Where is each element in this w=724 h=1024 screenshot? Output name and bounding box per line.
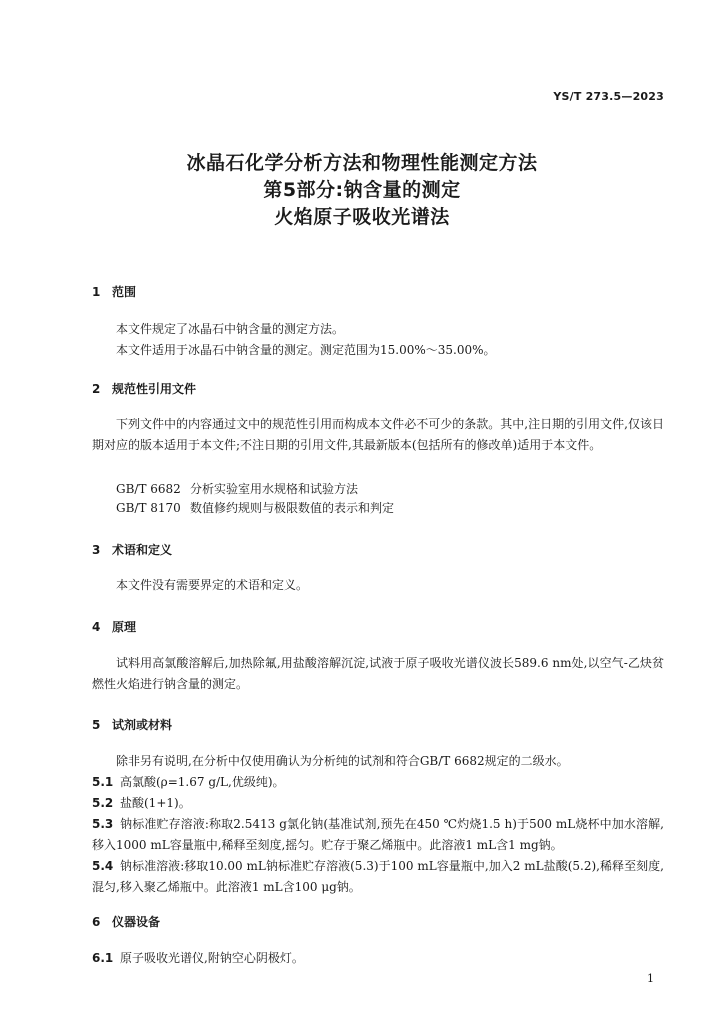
section-1-para-1: 本文件规定了冰晶石中钠含量的测定方法。 bbox=[116, 322, 345, 336]
clause-text: 盐酸(1+1)。 bbox=[120, 796, 191, 810]
section-3-number: 3 bbox=[92, 543, 101, 557]
section-2-para-1: 下列文件中的内容通过文中的规范性引用而构成本文件必不可少的条款。其中,注日期的引用文件,仅该日期对应的版本适用于本文件;不注日期的引用文件,其最新版本(包括所有的修改单)适用于本文件。 bbox=[92, 417, 664, 452]
section-6-number: 6 bbox=[92, 915, 101, 929]
clause-item bbox=[92, 856, 664, 898]
section-3-heading bbox=[92, 541, 172, 558]
section-4-title: 原理 bbox=[112, 620, 137, 634]
clause-number: 6.1 bbox=[92, 951, 114, 965]
section-5-title: 试剂或材料 bbox=[112, 718, 173, 732]
section-3-title: 术语和定义 bbox=[112, 543, 173, 557]
section-1-para-2: 本文件适用于冰晶石中钠含量的测定。测定范围为15.00%～35.00%。 bbox=[116, 343, 496, 357]
normative-reference bbox=[116, 480, 358, 498]
normative-reference bbox=[116, 499, 394, 517]
section-2-number: 2 bbox=[92, 382, 101, 396]
section-1-number: 1 bbox=[92, 285, 101, 299]
clause-item bbox=[92, 772, 664, 793]
reference-title: 数值修约规则与极限数值的表示和判定 bbox=[190, 501, 395, 515]
title-line-2: 第5部分:钠含量的测定 bbox=[263, 179, 461, 201]
clause-item bbox=[92, 948, 664, 969]
reference-code: GB/T 6682 bbox=[116, 482, 181, 496]
reference-code: GB/T 8170 bbox=[116, 501, 181, 515]
clause-text: 原子吸收光谱仪,附钠空心阴极灯。 bbox=[120, 951, 304, 965]
page-number: 1 bbox=[647, 972, 654, 985]
section-4-heading bbox=[92, 618, 136, 635]
clause-number: 5.2 bbox=[92, 796, 114, 810]
clause-number: 5.1 bbox=[92, 775, 114, 789]
clause-item bbox=[92, 793, 664, 814]
document-title bbox=[0, 150, 724, 231]
clause-text: 高氯酸(ρ=1.67 g/L,优级纯)。 bbox=[120, 775, 285, 789]
section-3-para-1: 本文件没有需要界定的术语和定义。 bbox=[116, 578, 309, 592]
section-5-para-1: 除非另有说明,在分析中仅使用确认为分析纯的试剂和符合GB/T 6682规定的二级水。 bbox=[116, 754, 569, 768]
section-4-number: 4 bbox=[92, 620, 101, 634]
section-2-heading bbox=[92, 380, 196, 397]
standard-code: YS/T 273.5—2023 bbox=[553, 90, 664, 103]
section-4-para-1: 试料用高氯酸溶解后,加热除氟,用盐酸溶解沉淀,试液于原子吸收光谱仪波长589.6 nm处,以空气-乙炔贫燃性火焰进行钠含量的测定。 bbox=[92, 656, 664, 691]
reference-title: 分析实验室用水规格和试验方法 bbox=[190, 482, 359, 496]
clause-text: 钠标准贮存溶液:称取2.5413 g氯化钠(基准试剂,预先在450 ℃灼烧1.5 h)于500 mL烧杯中加水溶解,移入1000 mL容量瓶中,稀释至刻度,摇匀。贮存于聚乙烯瓶中。此溶液1 mL含1 mg钠。 bbox=[92, 817, 664, 852]
clause-number: 5.3 bbox=[92, 817, 114, 831]
title-line-1: 冰晶石化学分析方法和物理性能测定方法 bbox=[186, 152, 538, 174]
section-6-heading bbox=[92, 913, 160, 930]
section-6-title: 仪器设备 bbox=[112, 915, 161, 929]
clause-item bbox=[92, 814, 664, 856]
clause-number: 5.4 bbox=[92, 859, 114, 873]
clause-text: 钠标准溶液:移取10.00 mL钠标准贮存溶液(5.3)于100 mL容量瓶中,加入2 mL盐酸(5.2),稀释至刻度,混匀,移入聚乙烯瓶中。此溶液1 mL含100 μg钠。 bbox=[92, 859, 664, 894]
section-2-title: 规范性引用文件 bbox=[112, 382, 197, 396]
section-5-heading bbox=[92, 716, 172, 733]
section-1-heading bbox=[92, 283, 136, 300]
title-line-3: 火焰原子吸收光谱法 bbox=[274, 206, 450, 228]
section-1-title: 范围 bbox=[112, 285, 137, 299]
section-5-number: 5 bbox=[92, 718, 101, 732]
